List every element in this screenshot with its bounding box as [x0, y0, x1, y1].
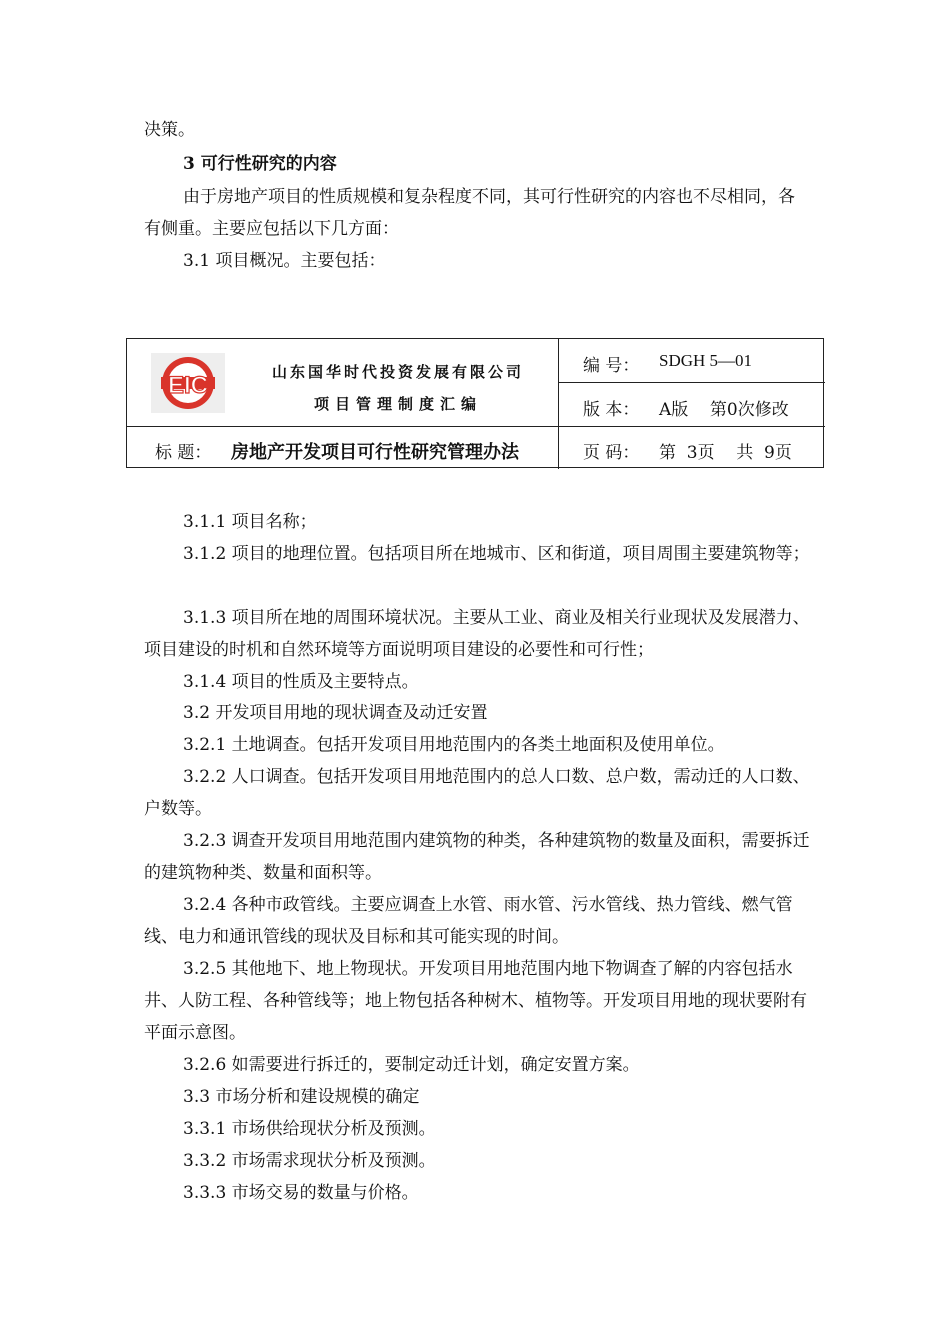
item-3-3-3: 3.3.3 市场交易的数量与价格。 [183, 1183, 419, 1203]
version-label: 版 本： [583, 400, 640, 420]
item-3-2-6: 3.2.6 如需要进行拆迁的，要制定动迁计划，确定安置方案。 [183, 1055, 640, 1075]
item-3-2-1: 3.2.1 土地调查。包括开发项目用地范围内的各类土地面积及使用单位。 [183, 735, 725, 755]
company-name: 山东国华时代投资发展有限公司 [271, 363, 524, 381]
item-3-2-3: 3.2.3 调查开发项目用地范围内建筑物的种类，各种建筑物的数量及面积，需要拆迁的建筑物种类、数量和面积等。 [144, 831, 810, 883]
item-3-2-4: 3.2.4 各种市政管线。主要应调查上水管、雨水管、污水管线、热力管线、燃气管线、电力和通讯管线的现状及目标和其可能实现的时间。 [144, 895, 793, 947]
item-3-3-2: 3.3.2 市场需求现状分析及预测。 [183, 1151, 436, 1171]
item-3-1-4: 3.1.4 项目的性质及主要特点。 [183, 672, 419, 692]
page-cell [559, 427, 825, 469]
version-cell [559, 383, 825, 427]
logo-text: EIC [167, 372, 209, 399]
page-value: 第 3页 共 9页 [659, 443, 792, 463]
item-3-3: 3.3 市场分析和建设规模的确定 [183, 1087, 420, 1107]
code-value: SDGH 5—01 [659, 351, 753, 370]
item-3-1-1: 3.1.1 项目名称； [183, 512, 317, 532]
company-logo [151, 353, 225, 413]
item-3-2-2: 3.2.2 人口调查。包括开发项目用地范围内的总人口数、总户数，需动迁的人口数、户数等。 [144, 767, 810, 819]
item-3-3-1: 3.3.1 市场供给现状分析及预测。 [183, 1119, 436, 1139]
item-3-1-2: 3.1.2 项目的地理位置。包括项目所在地城市、区和街道，项目周围主要建筑物等； [183, 544, 810, 564]
paragraph-intro: 由于房地产项目的性质规模和复杂程度不同，其可行性研究的内容也不尽相同，各有侧重。主要应包括以下几方面： [144, 187, 795, 239]
paragraph-3-1: 3.1 项目概况。主要包括： [183, 251, 386, 271]
item-3-2-5: 3.2.5 其他地下、地上物现状。开发项目用地范围内地下物调查了解的内容包括水井、人防工程、各种管线等；地上物包括各种树木、植物等。开发项目用地的现状要附有平面示意图。 [144, 959, 807, 1043]
item-3-2: 3.2 开发项目用地的现状调查及动迁安置 [183, 703, 488, 723]
code-cell [559, 339, 825, 383]
section-heading-3: 3 可行性研究的内容 [183, 154, 337, 174]
version-value: A版 第0次修改 [659, 400, 789, 420]
page-label: 页 码： [583, 443, 640, 463]
code-label: 编 号： [583, 356, 640, 376]
title-value: 房地产开发项目可行性研究管理办法 [231, 442, 519, 463]
document-header-table [126, 338, 824, 468]
collection-name: 项目管理制度汇编 [313, 395, 482, 413]
paragraph-decision: 决策。 [144, 120, 195, 140]
eic-logo-icon [151, 353, 225, 413]
logo-company-cell [127, 339, 559, 427]
title-cell [127, 427, 559, 469]
title-label: 标 题： [155, 443, 212, 463]
item-3-1-3: 3.1.3 项目所在地的周围环境状况。主要从工业、商业及相关行业现状及发展潜力、项目建设的时机和自然环境等方面说明项目建设的必要性和可行性； [144, 608, 810, 660]
